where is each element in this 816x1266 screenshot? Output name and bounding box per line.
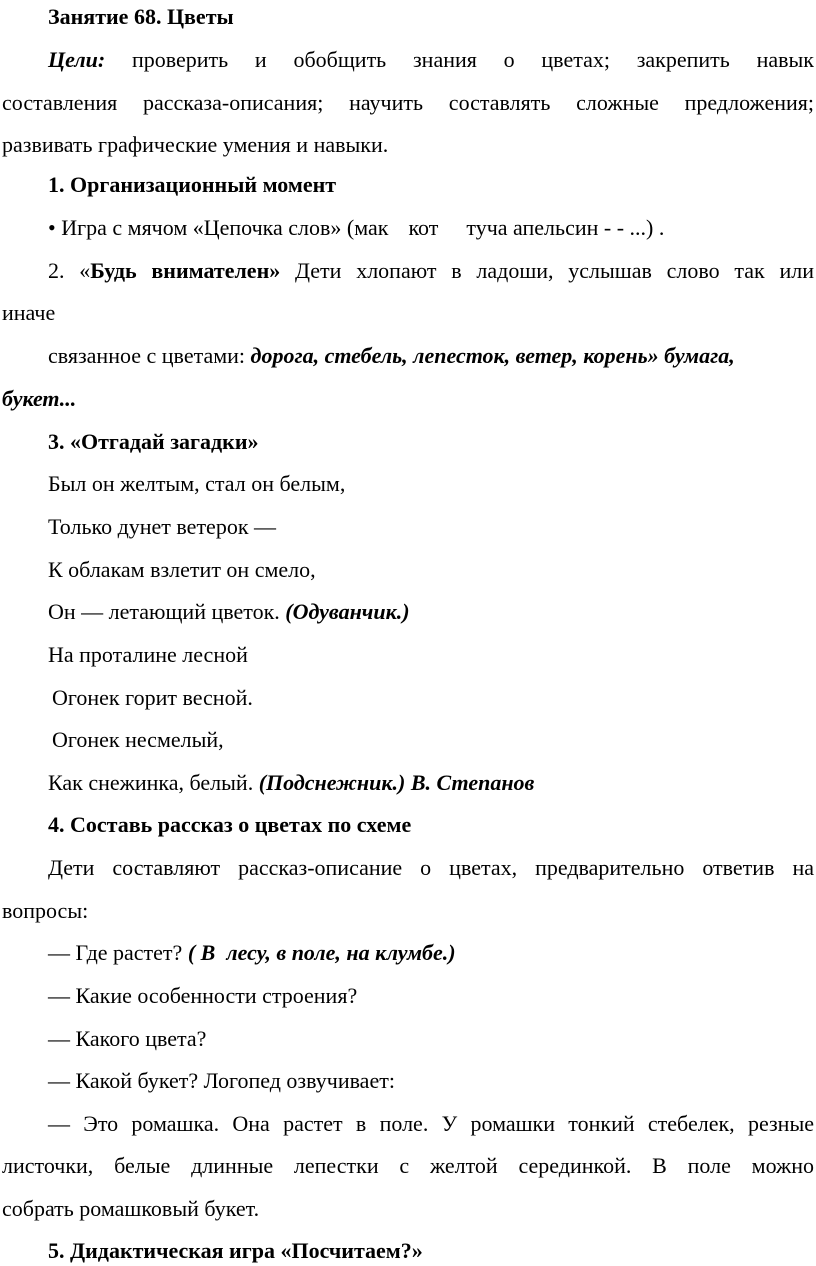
page-title: Занятие 68. Цветы	[48, 4, 234, 29]
section-2-text-1: Дети хлопают в ладоши, услышав слово так или	[295, 258, 815, 283]
section-4-intro-1: Дети составляют рассказ-описание о цветах, предварительно ответив на	[48, 855, 814, 880]
chain-words-game	[0, 215, 816, 241]
riddle-1-line-3: К облакам взлетит он смело,	[48, 557, 316, 582]
section-4-heading: 4. Составь рассказ о цветах по схеме	[48, 812, 412, 837]
question-4: — Какой букет? Логопед озвучивает:	[48, 1068, 395, 1093]
question-3: — Какого цвета?	[48, 1026, 207, 1051]
goals-label: Цели:	[48, 47, 106, 72]
example-line-3: собрать ромашковый букет.	[2, 1196, 260, 1221]
section-4-intro-2: вопросы:	[2, 898, 89, 923]
word-cloud-tail: туча апельсин - - ...) .	[466, 215, 665, 240]
question-1-text: — Где растет?	[48, 940, 183, 965]
section-2-line-2: иначе	[2, 300, 56, 325]
riddle-1-line-4	[0, 599, 816, 625]
section-2-title: Будь внимателен»	[90, 258, 281, 283]
example-line-1: — Это ромашка. Она растет в поле. У ромашки тонкий стебелек, резные	[48, 1111, 814, 1136]
goals-line-3: развивать графические умения и навыки.	[2, 132, 389, 157]
riddle-1-answer: (Одуванчик.)	[285, 599, 410, 624]
goals-line-2: составления рассказа-описания; научить составлять сложные предложения;	[2, 90, 814, 115]
riddle-1-text-4: Он — летающий цветок.	[48, 599, 280, 624]
question-1-answer: ( В лесу, в поле, на клумбе.)	[187, 940, 456, 965]
riddle-2-answer: (Подснежник.) В. Степанов	[258, 770, 535, 795]
riddle-2-line-1: На проталине лесной	[48, 642, 248, 667]
riddle-1-line-1: Был он желтым, стал он белым,	[48, 471, 346, 496]
game-text: • Игра с мячом «Цепочка слов» (мак	[48, 215, 389, 240]
riddle-1-line-2: Только дунет ветерок —	[48, 514, 277, 539]
goals-text-1: проверить и обобщить знания о цветах; закрепить навык	[131, 47, 814, 72]
goals-line-1	[0, 47, 816, 73]
section-2-line-1	[0, 258, 816, 284]
question-1	[0, 940, 816, 966]
section-3-heading: 3. «Отгадай загадки»	[48, 429, 259, 454]
section-2-words: дорога, стебель, лепесток, ветер, корень» бумага,	[250, 343, 735, 368]
section-2-line-3	[0, 343, 816, 369]
section-2-line-4: букет...	[2, 386, 77, 411]
word-cat: кот	[408, 215, 439, 240]
example-line-2: листочки, белые длинные лепестки с желтой серединкой. В поле можно	[2, 1153, 814, 1178]
riddle-2-line-4	[0, 770, 816, 796]
riddle-2-line-2: Огонек горит весной.	[52, 685, 253, 710]
section-2-text-3: связанное с цветами:	[48, 343, 246, 368]
riddle-2-text-4: Как снежинка, белый.	[48, 770, 254, 795]
section-5-heading: 5. Дидактическая игра «Посчитаем?»	[48, 1238, 423, 1263]
section-1-heading: 1. Организационный момент	[48, 172, 337, 197]
section-2-number: 2. «	[48, 258, 91, 283]
question-2: — Какие особенности строения?	[48, 983, 358, 1008]
riddle-2-line-3: Огонек несмелый,	[52, 727, 224, 752]
